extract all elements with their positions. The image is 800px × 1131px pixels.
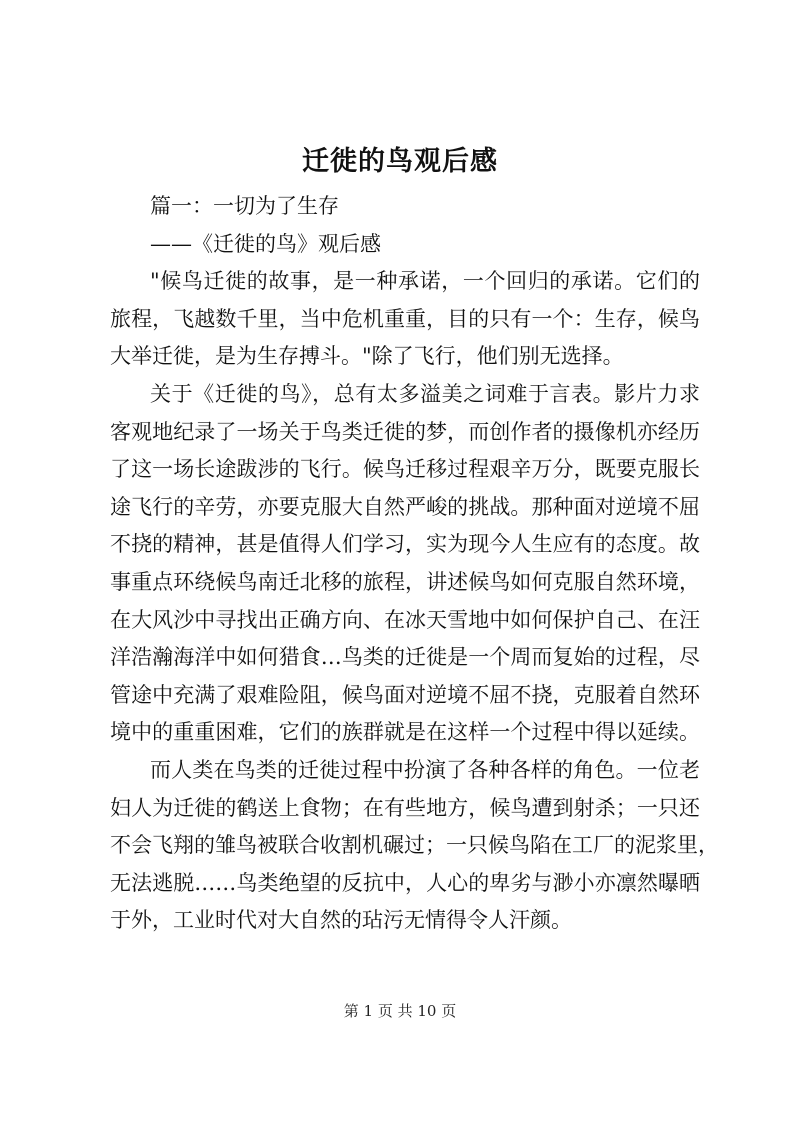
paragraph-line: "候鸟迁徙的故事，是一种承诺，一个回归的承诺。它们的 — [150, 269, 700, 294]
section-heading: 篇一：一切为了生存 — [150, 194, 339, 218]
paragraph-line: 不挠的精神，甚是值得人们学习，实为现今人生应有的态度。故 — [110, 532, 700, 557]
paragraph-line: 在大风沙中寻找出正确方向、在冰天雪地中如何保护自己、在汪 — [110, 607, 700, 632]
paragraph-line: 不会飞翔的雏鸟被联合收割机碾过；一只候鸟陷在工厂的泥浆里， — [110, 833, 719, 858]
paragraph-line: 关于《迁徙的鸟》，总有太多溢美之词难于言表。影片力求 — [150, 381, 700, 406]
paragraph-line: 管途中充满了艰难险阻，候鸟面对逆境不屈不挠，克服着自然环 — [110, 682, 700, 707]
paragraph-line: 了这一场长途跋涉的飞行。候鸟迁移过程艰辛万分，既要克服长 — [110, 457, 700, 482]
paragraph-line: 客观地纪录了一场关于鸟类迁徙的梦，而创作者的摄像机亦经历 — [110, 419, 700, 444]
document-body — [110, 188, 719, 940]
paragraph-line: 境中的重重困难，它们的族群就是在这样一个过程中得以延续。 — [110, 720, 700, 745]
paragraph-line: 途飞行的辛劳，亦要克服大自然严峻的挑战。那种面对逆境不屈 — [110, 494, 700, 519]
paragraph-line: 于外，工业时代对大自然的玷污无情得令人汗颜。 — [110, 908, 572, 933]
paragraph-line: 无法逃脱……鸟类绝望的反抗中，人心的卑劣与渺小亦凛然曝晒 — [110, 870, 700, 895]
document-title: 迁徙的鸟观后感 — [302, 146, 498, 177]
section-subheading: ——《迁徙的鸟》观后感 — [150, 231, 381, 256]
paragraph-line: 而人类在鸟类的迁徙过程中扮演了各种各样的角色。一位老 — [150, 757, 700, 782]
paragraph-line: 事重点环绕候鸟南迁北移的旅程，讲述候鸟如何克服自然环境， — [110, 569, 700, 594]
paragraph-line: 旅程，飞越数千里，当中危机重重，目的只有一个：生存，候鸟 — [110, 306, 700, 331]
page-footer: 第 1 页 共 10 页 — [343, 1002, 457, 1020]
paragraph-line: 妇人为迁徙的鹤送上食物；在有些地方，候鸟遭到射杀；一只还 — [110, 795, 700, 820]
paragraph-line: 大举迁徙，是为生存搏斗。"除了飞行，他们别无选择。 — [110, 344, 624, 369]
paragraph-line: 洋浩瀚海洋中如何猎食…鸟类的迁徙是一个周而复始的过程，尽 — [110, 645, 700, 670]
